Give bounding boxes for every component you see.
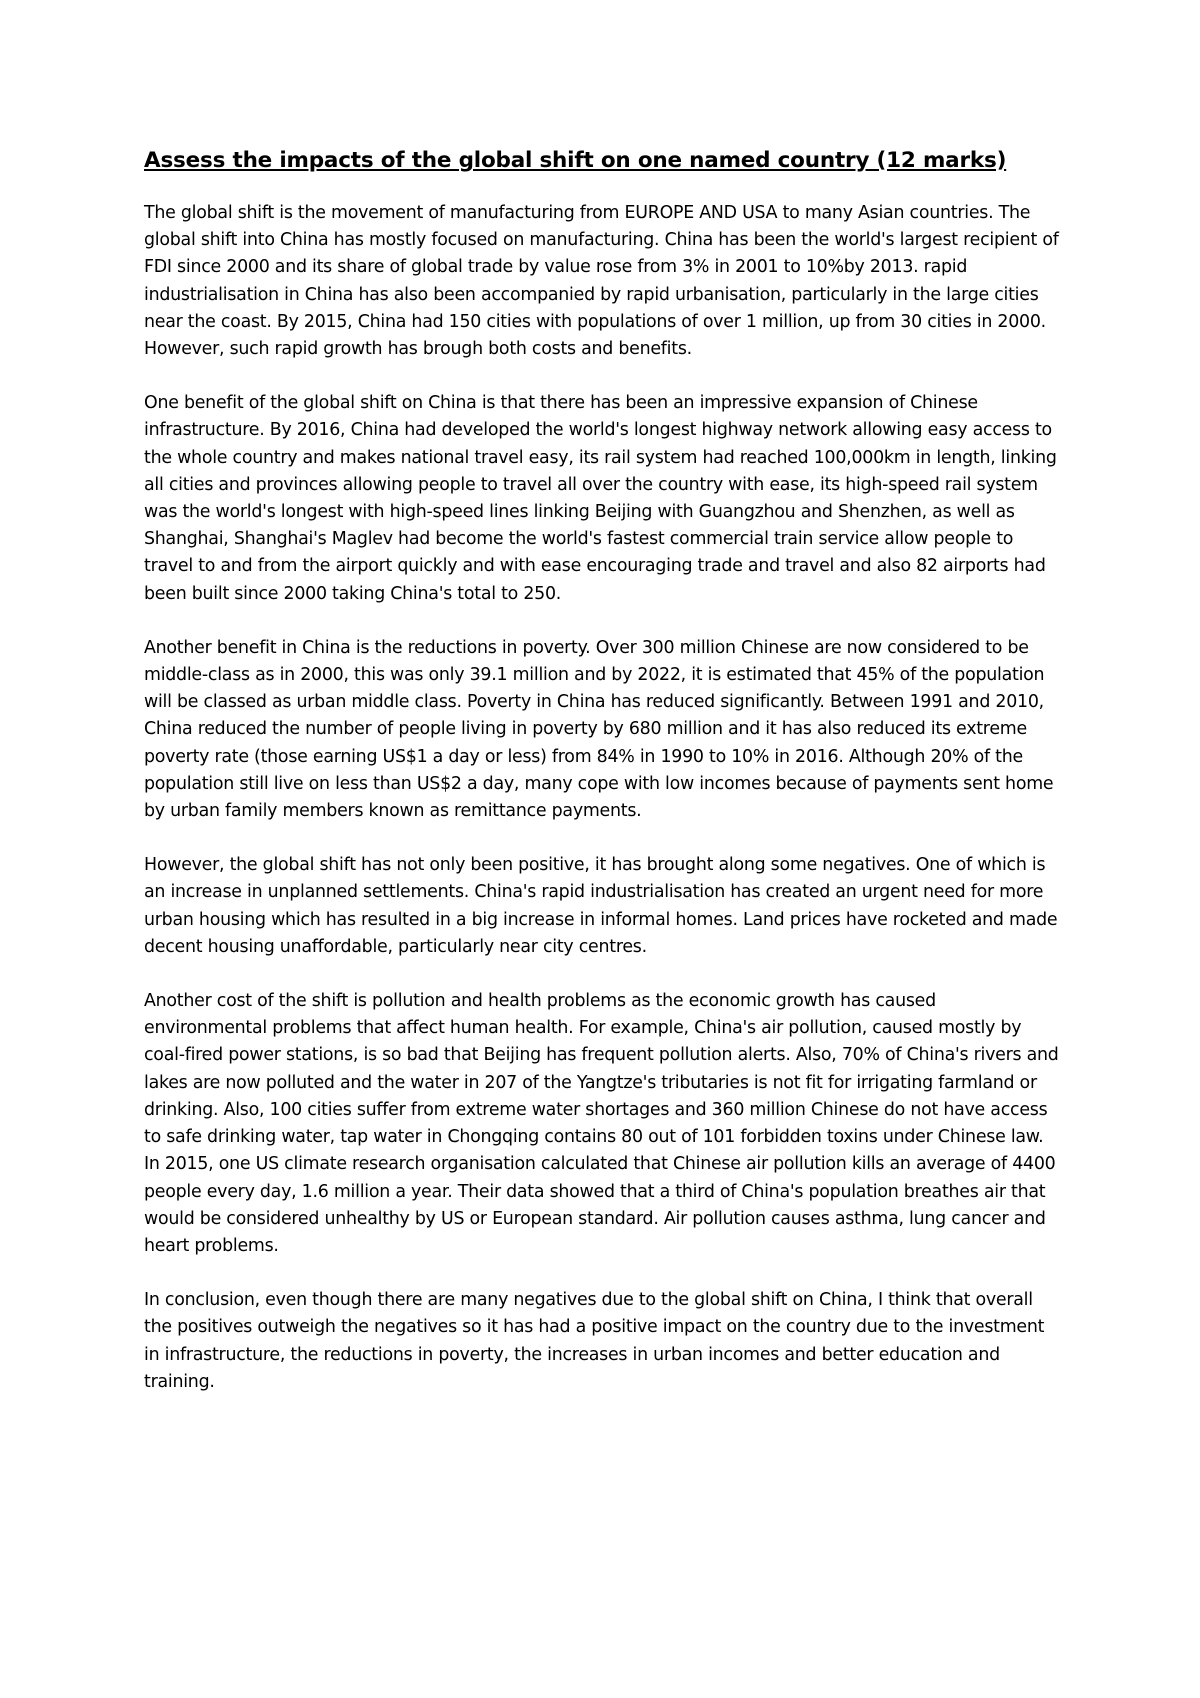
paragraph-introduction: The global shift is the movement of manufacturing from EUROPE AND USA to many Asian countries. The global shift into China has mostly focused on manufacturing. China has been the world's largest recipient of FDI since 2000 and its share of global trade by value rose from 3% in 2001 to 10%by 2013. rapid industrialisation in China has also been accompanied by rapid urbanisation, particularly in the large cities near the coast. By 2015, China had 150 cities with populations of over 1 million, up from 30 cities in 2000. However, such rapid growth has brough both costs and benefits.	[144, 203, 1059, 360]
paragraph-settlements: However, the global shift has not only been positive, it has brought along some negatives. One of which is an increase in unplanned settlements. China's rapid industrialisation has created an urgent need for more urban housing which has resulted in a big increase in informal homes. Land prices have rocketed and made decent housing unaffordable, particularly near city centres.	[144, 855, 1058, 957]
paragraph-infrastructure: One benefit of the global shift on China is that there has been an impressive expansion of Chinese infrastructure. By 2016, China had developed the world's longest highway network allowing easy access to the whole country and makes national travel easy, its rail system had reached 100,000km in length, linking all cities and provinces allowing people to travel all over the country with ease, its high-speed rail system was the world's longest with high-speed lines linking Beijing with Guangzhou and Shenzhen, as well as Shanghai, Shanghai's Maglev had become the world's fastest commercial train service allow people to travel to and from the airport quickly and with ease encouraging trade and travel and also 82 airports had been built since 2000 taking China's total to 250.	[144, 393, 1057, 604]
paragraph-pollution: Another cost of the shift is pollution and health problems as the economic growth has caused environmental problems that affect human health. For example, China's air pollution, caused mostly by coal-fired power stations, is so bad that Beijing has frequent pollution alerts. Also, 70% of China's rivers and lakes are now polluted and the water in 207 of the Yangtze's tributaries is not fit for irrigating farmland or drinking. Also, 100 cities suffer from extreme water shortages and 360 million Chinese do not have access to safe drinking water, tap water in Chongqing contains 80 out of 101 forbidden toxins under Chinese law. In 2015, one US climate research organisation calculated that Chinese air pollution kills an average of 4400 people every day, 1.6 million a year. Their data showed that a third of China's population breathes air that would be considered unhealthy by US or European standard. Air pollution causes asthma, lung cancer and heart problems.	[144, 991, 1059, 1256]
page-title: Assess the impacts of the global shift on one named country (12 marks)	[144, 148, 1007, 173]
document-body	[144, 146, 1062, 1423]
paragraph-poverty: Another benefit in China is the reductions in poverty. Over 300 million Chinese are now considered to be middle-class as in 2000, this was only 39.1 million and by 2022, it is estimated that 45% of the population will be classed as urban middle class. Poverty in China has reduced significantly. Between 1991 and 2010, China reduced the number of people living in poverty by 680 million and it has also reduced its extreme poverty rate (those earning US$1 a day or less) from 84% in 1990 to 10% in 2016. Although 20% of the population still live on less than US$2 a day, many cope with low incomes because of payments sent home by urban family members known as remittance payments.	[144, 637, 1054, 822]
paragraph-conclusion: In conclusion, even though there are many negatives due to the global shift on China, I think that overall the positives outweigh the negatives so it has had a positive impact on the country due to the investment in infrastructure, the reductions in poverty, the increases in urban incomes and better education and training.	[144, 1290, 1045, 1392]
